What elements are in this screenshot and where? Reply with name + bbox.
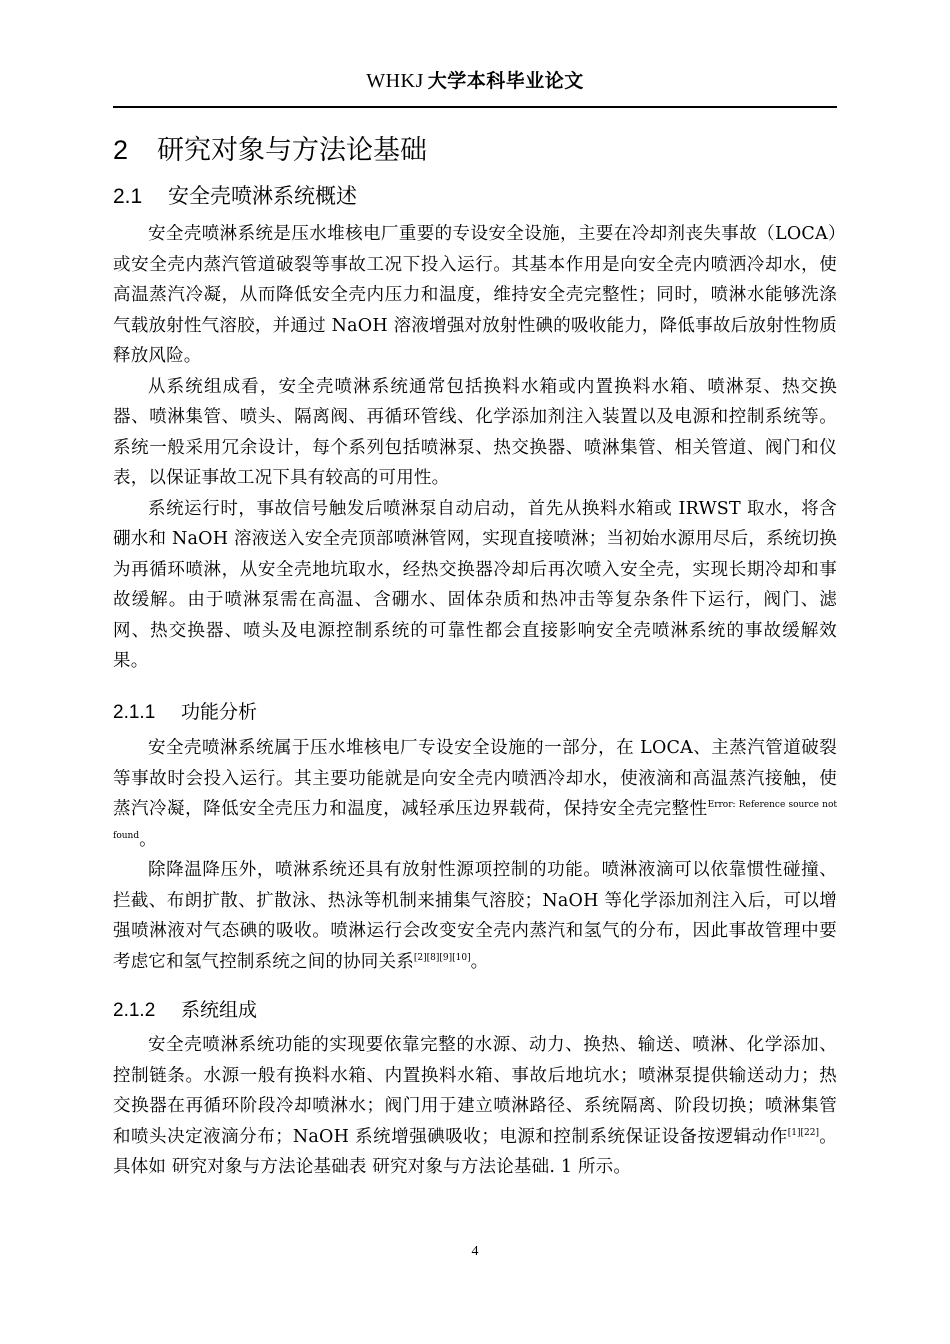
page-header	[113, 66, 837, 93]
header-title: 大学本科毕业论文	[427, 70, 584, 92]
subsection-number: 2.1.2	[113, 1000, 156, 1021]
paragraph	[113, 1030, 837, 1183]
header-latin: WHKJ	[366, 70, 424, 92]
paragraph-end: 。具体如 研究对象与方法论基础表 研究对象与方法论基础. 1 所示。	[113, 1126, 837, 1177]
section-heading-2-1	[113, 180, 837, 210]
page-number: 4	[471, 1244, 479, 1259]
section-number: 2.1	[113, 185, 143, 208]
subsection-2-1-2-body	[113, 1030, 837, 1183]
citation: [2][8][9][10]	[413, 952, 471, 963]
chapter-title: 研究对象与方法论基础	[157, 135, 427, 166]
paragraph	[113, 733, 837, 855]
citation: [1][22]	[787, 1127, 819, 1138]
header-rule	[113, 106, 837, 108]
paragraph-text: 除降温降压外，喷淋系统还具有放射性源项控制的功能。喷淋液滴可以依靠惯性碰撞、拦截、布朗扩散、扩散泳、热泳等机制来捕集气溶胶；NaOH 等化学添加剂注入后，可以增强喷淋液对气态碘的吸收。喷淋运行会改变安全壳内蒸汽和氢气的分布，因此事故管理中要考虑它和氢气控制系统之间的协同关系	[113, 860, 837, 972]
subsection-title: 功能分析	[181, 701, 258, 723]
section-title: 安全壳喷淋系统概述	[168, 184, 357, 208]
chapter-heading	[113, 128, 837, 167]
section-2-1-body	[113, 219, 837, 677]
paragraph: 安全壳喷淋系统是压水堆核电厂重要的专设安全设施，主要在冷却剂丧失事故（LOCA）或安全壳内蒸汽管道破裂等事故工况下投入运行。其基本作用是向安全壳内喷洒冷却水，使高温蒸汽冷凝，从而降低安全壳内压力和温度，维持安全壳完整性；同时，喷淋水能够洗涤气载放射性气溶胶，并通过 NaOH 溶液增强对放射性碘的吸收能力，降低事故后放射性物质释放风险。	[113, 224, 837, 366]
paragraph	[113, 855, 837, 977]
paragraph-end: 。	[470, 951, 489, 972]
paragraph-text: 安全壳喷淋系统功能的实现要依靠完整的水源、动力、换热、输送、喷淋、化学添加、控制链条。水源一般有换料水箱、内置换料水箱、事故后地坑水；喷淋泵提供输送动力；热交换器在再循环阶段冷却喷淋水；阀门用于建立喷淋路径、系统隔离、阶段切换；喷淋集管和喷头决定液滴分布；NaOH 系统增强碘吸收；电源和控制系统保证设备按逻辑动作	[113, 1035, 837, 1147]
subsection-2-1-1-body	[113, 733, 837, 977]
paragraph-text: 安全壳喷淋系统属于压水堆核电厂专设安全设施的一部分，在 LOCA、主蒸汽管道破裂等事故时会投入运行。其主要功能就是向安全壳内喷洒冷却水，使液滴和高温蒸汽接触，使蒸汽冷凝，降低安全壳压力和温度，减轻承压边界载荷，保持安全壳完整性	[113, 738, 837, 819]
subsection-title: 系统组成	[181, 999, 258, 1021]
paragraph-end: 。	[139, 829, 157, 850]
paragraph: 从系统组成看，安全壳喷淋系统通常包括换料水箱或内置换料水箱、喷淋泵、热交换器、喷淋集管、喷头、隔离阀、再循环管线、化学添加剂注入装置以及电源和控制系统等。系统一般采用冗余设计，每个系列包括喷淋泵、热交换器、喷淋集管、相关管道、阀门和仪表，以保证事故工况下具有较高的可用性。	[113, 376, 837, 488]
subsection-number: 2.1.1	[113, 702, 156, 723]
reference-error: Error: Reference source not found	[113, 800, 837, 841]
chapter-number: 2	[113, 135, 129, 165]
paragraph: 系统运行时，事故信号触发后喷淋泵自动启动，首先从换料水箱或 IRWST 取水，将含硼水和 NaOH 溶液送入安全壳顶部喷淋管网，实现直接喷淋；当初始水源用尽后，系统切换为再循环喷淋，从安全壳地坑取水，经热交换器冷却后再次喷入安全壳，实现长期冷却和事故缓解。由于喷淋泵需在高温、含硼水、固体杂质和热冲击等复杂条件下运行，阀门、滤网、热交换器、喷头及电源控制系统的可靠性都会直接影响安全壳喷淋系统的事故缓解效果。	[113, 498, 837, 671]
subsection-heading-2-1-1	[113, 697, 837, 724]
subsection-heading-2-1-2	[113, 995, 837, 1022]
